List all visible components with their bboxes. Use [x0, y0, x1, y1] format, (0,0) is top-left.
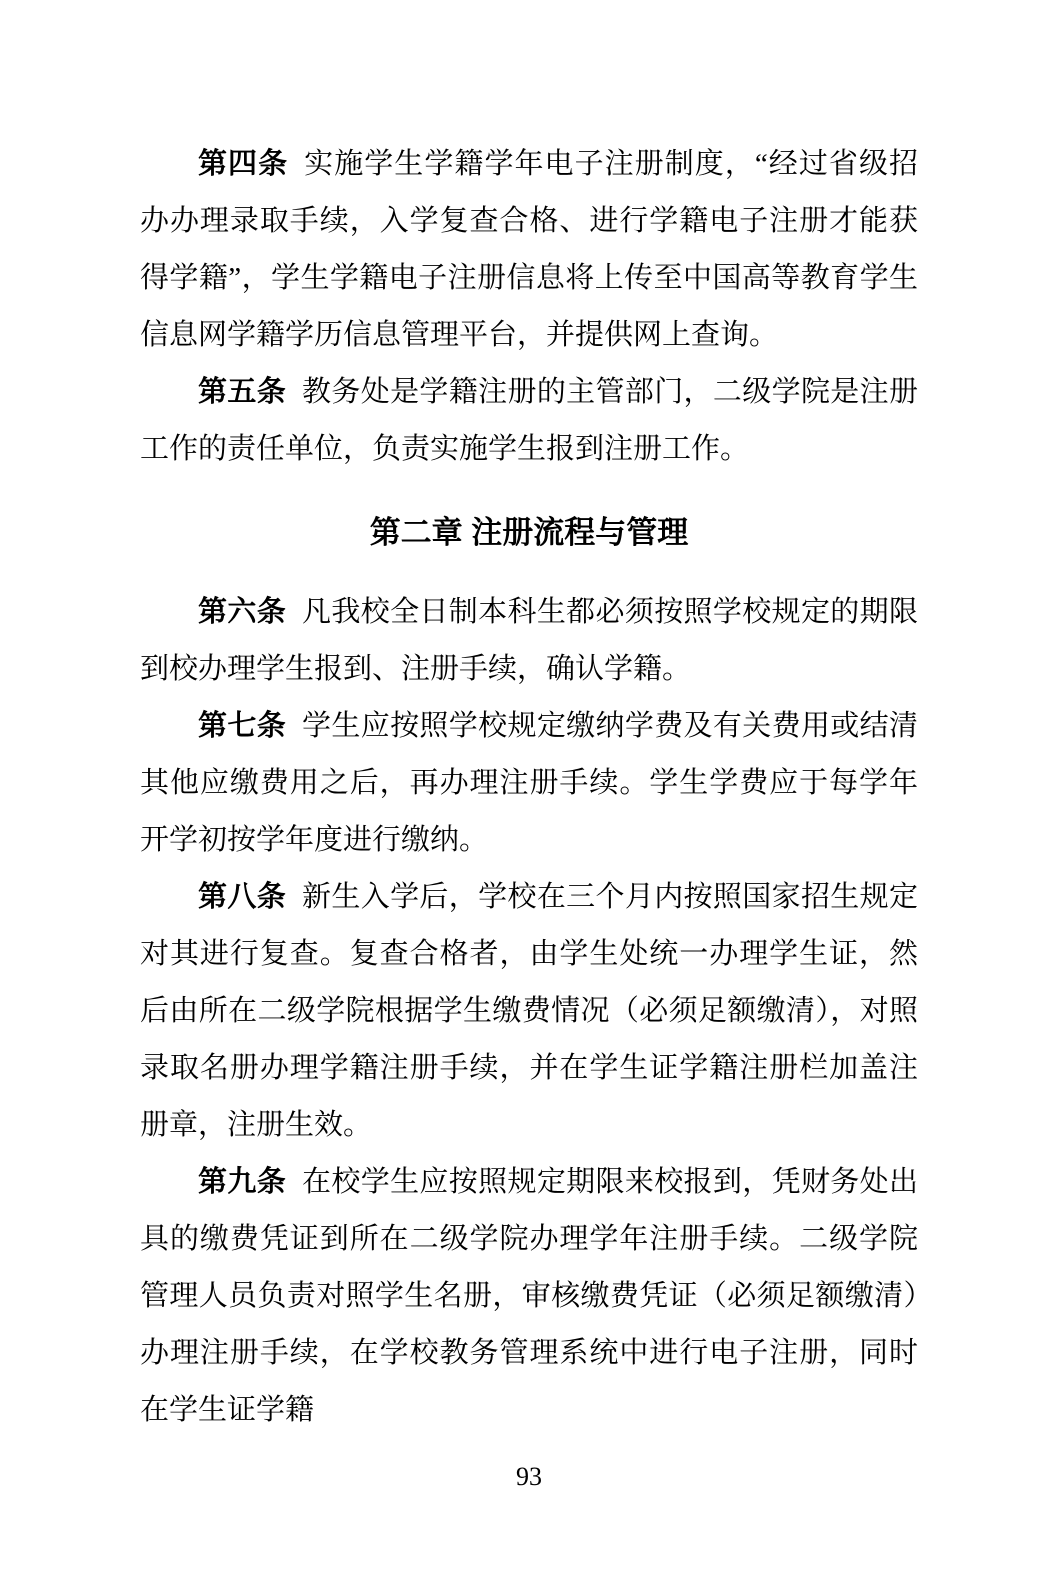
article-paragraph-8 — [140, 869, 918, 1154]
article-number: 第八条 — [198, 881, 287, 913]
article-number: 第五条 — [198, 376, 287, 408]
article-paragraph-6 — [140, 584, 918, 698]
article-paragraph-9 — [140, 1154, 918, 1439]
article-paragraph-7 — [140, 698, 918, 869]
chapter-heading: 第二章 注册流程与管理 — [369, 515, 689, 550]
article-number: 第六条 — [198, 596, 287, 628]
article-text: 教务处是学籍注册的主管部门，二级学院是注册工作的责任单位，负责实施学生报到注册工作。 — [140, 376, 918, 465]
article-number: 第九条 — [198, 1166, 287, 1198]
article-text: 凡我校全日制本科生都必须按照学校规定的期限到校办理学生报到、注册手续，确认学籍。 — [140, 596, 918, 685]
article-paragraph-5 — [140, 364, 918, 478]
article-text: 在校学生应按照规定期限来校报到，凭财务处出具的缴费凭证到所在二级学院办理学年注册手续。二级学院管理人员负责对照学生名册，审核缴费凭证（必须足额缴清）办理注册手续，在学校教务管理系统中进行电子注册，同时在学生证学籍 — [140, 1166, 918, 1426]
article-text: 新生入学后，学校在三个月内按照国家招生规定对其进行复查。复查合格者，由学生处统一办理学生证，然后由所在二级学院根据学生缴费情况（必须足额缴清），对照录取名册办理学籍注册手续，并在学生证学籍注册栏加盖注册章，注册生效。 — [140, 881, 918, 1141]
document-body — [140, 136, 918, 1439]
article-text: 学生应按照学校规定缴纳学费及有关费用或结清其他应缴费用之后，再办理注册手续。学生学费应于每学年开学初按学年度进行缴纳。 — [140, 710, 918, 856]
page-number: 93 — [516, 1462, 542, 1491]
article-number: 第七条 — [198, 710, 287, 742]
article-number: 第四条 — [198, 148, 289, 180]
article-paragraph-4 — [140, 136, 918, 364]
article-text: 实施学生学籍学年电子注册制度，“经过省级招办办理录取手续，入学复查合格、进行学籍电子注册才能获得学籍”，学生学籍电子注册信息将上传至中国高等教育学生信息网学籍学历信息管理平台，并提供网上查询。 — [140, 148, 918, 351]
